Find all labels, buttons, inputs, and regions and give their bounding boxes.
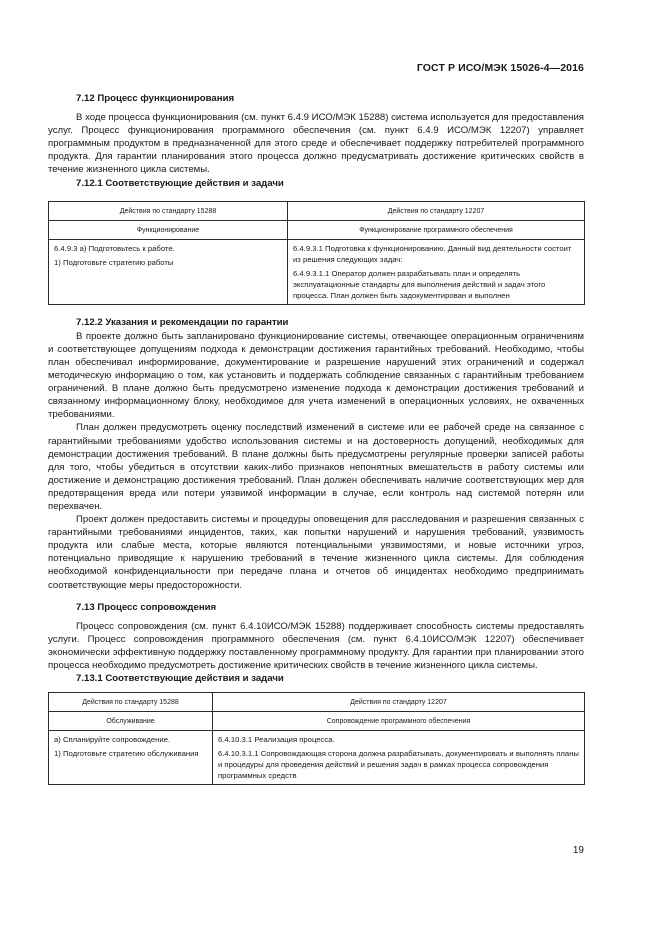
table-header-15288: Действия по стандарту 15288 <box>49 201 288 220</box>
section-title-7-12-1: 7.12.1 Соответствующие действия и задачи <box>76 177 284 189</box>
table-header-15288: Действия по стандарту 15288 <box>49 693 213 712</box>
paragraph-7-12-2-c: Проект должен предоставить системы и процедуры оповещения для расследования и разрешения связанных с гарантийными требованиями инцидентов, таких, как попытки нарушений и нарушения требований, уязвимость продукта или слабые места, которые являются потенциальными уязвимостями, и новые источники угроз, потенциально приводящие к нарушению требований в течение жизненного цикла системы. Для соблюдения необходимой конфиденциальности при передаче плана и отчетов об инцидентах необходимо предпринимать соответствующие меры предосторожности. <box>48 514 584 591</box>
section-title-7-13-1: 7.13.1 Соответствующие действия и задачи <box>76 673 284 685</box>
section-title-7-12-2: 7.12.2 Указания и рекомендации по гарантии <box>76 316 289 328</box>
page-content <box>48 92 584 785</box>
table-cell-15288 <box>49 731 213 785</box>
table-cell-12207 <box>288 239 585 304</box>
paragraph-7-13: Процесс сопровождения (см. пункт 6.4.10ИСО/МЭК 15288) поддерживает способность системы предоставлять услуги. Процесс сопровождения программного обеспечения (см. пункт 6.4.10ИСО/МЭК 12207) обеспечивает экономически эффективную поддержку поставленному программному продукту. Для гарантии при планировании этого процесса необходимо предусмотреть достижение критических свойств в течение жизненного цикла системы. <box>48 620 584 671</box>
cell-line: 6.4.9.3 а) Подготовьтесь к работе. <box>54 243 175 253</box>
section-title-7-13: 7.13 Процесс сопровождения <box>76 601 217 613</box>
paragraph-7-12-2-a: В проекте должно быть запланировано функционирование системы, отвечающее операционным ограничениям и соответствующее допущениям подхода к демонстрации достижения гарантийных требований. Необходимо, чтобы план обеспечивал информирование, документирование и разрешение нарушений этих ограничений и содержал методическую информацию о том, как установить и поддержать соблюдение связанных с гарантийным требованием ограничений. В плане должно быть предусмотрено изменение подхода к демонстрации достижения требований и связанному информационному блоку, необходимое для учета изменений в операционных условиях, не охваченных требованиями. <box>48 330 584 421</box>
table-header-12207: Действия по стандарту 12207 <box>213 693 585 712</box>
activities-table-operation <box>48 201 585 305</box>
table-cell-15288 <box>49 239 288 304</box>
document-code-header: ГОСТ Р ИСО/МЭК 15026-4—2016 <box>416 62 584 74</box>
cell-line: 6.4.9.3.1 Подготовка к функционированию. Данный вид деятельности состоит из решения следующих задач: <box>293 243 572 264</box>
table-header-12207: Действия по стандарту 12207 <box>288 201 585 220</box>
cell-line: 6.4.9.3.1.1 Оператор должен разрабатывать план и определять эксплуатационные стандарты для выполнения действий и задач этого процесса. План должен быть задокументирован и выполнен <box>293 268 546 300</box>
table-subheader-12207: Сопровождение программного обеспечения <box>213 712 585 731</box>
activities-table-maintenance <box>48 692 585 785</box>
table-subheader-15288: Обслуживание <box>49 712 213 731</box>
section-title-7-12: 7.12 Процесс функционирования <box>76 93 235 104</box>
paragraph-7-12: В ходе процесса функционирования (см. пункт 6.4.9 ИСО/МЭК 15288) система используется для предоставления услуг. Процесс функционирования программного обеспечения (см. пункт 6.4.9 ИСО/МЭК 12207) управляет программным продуктом в предназначенной для этого среде и обеспечивает поддержку потребителей программного продукта. Для гарантии планирования этого процесса должно предусматривать достижение критических свойств в течение жизненного цикла системы. <box>48 112 585 176</box>
cell-line: 6.4.10.3.1.1 Сопровождающая сторона должна разрабатывать, документировать и выполнять планы и процедуры для проведения действий и решения задач в рамках процесса сопровождения программных средств <box>218 749 579 781</box>
cell-line: а) Спланируйте сопровождение. <box>54 735 171 745</box>
cell-line: 1) Подготовьте стратегию обслуживания <box>54 749 199 759</box>
table-subheader-15288: Функционирование <box>49 220 288 239</box>
cell-line: 1) Подготовьте стратегию работы <box>54 257 174 267</box>
cell-line: 6.4.10.3.1 Реализация процесса. <box>218 735 335 745</box>
page-number: 19 <box>572 845 584 856</box>
table-cell-12207 <box>213 731 585 785</box>
table-subheader-12207: Функционирование программного обеспечения <box>288 220 585 239</box>
paragraph-7-12-2-b: План должен предусмотреть оценку последствий изменений в системе или ее рабочей среде на связанное с гарантийными требованиями удобство использования системы и на достоверность допущений, необходимых для демонстрации достижения требований. В плане должны быть предусмотрены регулярные проверки записей работы для того, чтобы убедиться в отсутствии каких-либо признаков непонятных вмешательств в работу системы или достижение и демонстрацию достижения требований. План должен обеспечивать наличие соответствующих мер для предотвращения вреда или потери уязвимой информации в случае, если контроль над системой потерян или перехвачен. <box>48 422 584 512</box>
